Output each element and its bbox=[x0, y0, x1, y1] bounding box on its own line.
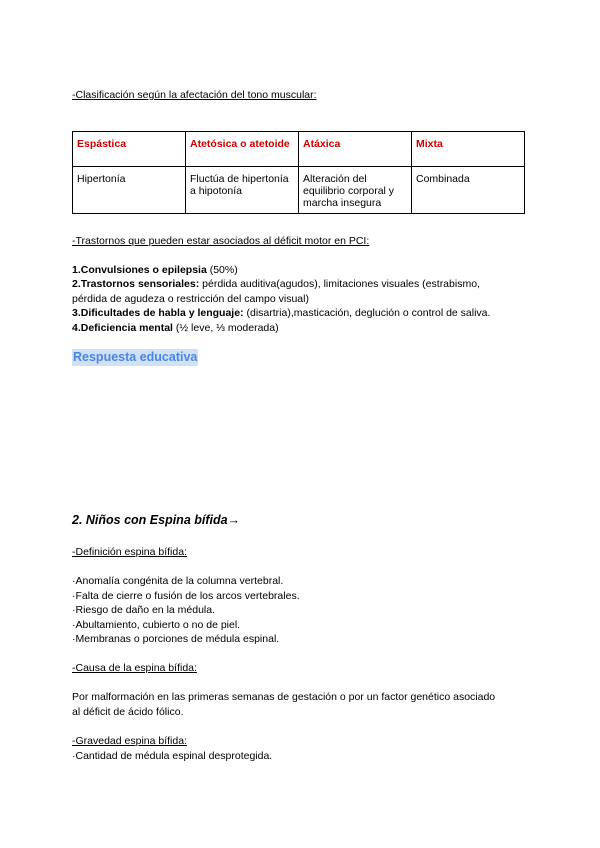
cause-heading: -Causa de la espina bífida: bbox=[72, 662, 197, 674]
table-header-cell: Mixta bbox=[412, 132, 525, 167]
table-cell: Combinada bbox=[412, 167, 525, 214]
table-header-row bbox=[73, 132, 525, 167]
table-header-cell: Atáxica bbox=[299, 132, 412, 167]
paragraph-line: Por malformación en las primeras semanas de gestación o por un factor genético asociado bbox=[72, 691, 496, 703]
disorder-text: pérdida auditiva(agudos), limitaciones visuales (estrabismo, bbox=[199, 278, 480, 290]
disorder-item bbox=[72, 306, 490, 320]
list-item: ·Falta de cierre o fusión de los arcos vertebrales. bbox=[72, 590, 300, 602]
paragraph-line: al déficit de ácido fólico. bbox=[72, 706, 184, 718]
disorder-item bbox=[72, 263, 238, 277]
disorder-item bbox=[72, 321, 279, 335]
table-cell: Alteración del equilibrio corporal y marcha insegura bbox=[299, 167, 412, 214]
disorder-text: pérdida de agudeza o restricción del campo visual) bbox=[72, 293, 309, 305]
severity-heading: -Gravedad espina bífida: bbox=[72, 735, 187, 747]
disorder-bold: 4.Deficiencia mental bbox=[72, 322, 173, 334]
section-title: 2. Niños con Espina bífida→ bbox=[72, 513, 241, 527]
disorder-bold: 3.Dificultades de habla y lenguaje: bbox=[72, 307, 244, 319]
table-cell: Hipertonía bbox=[73, 167, 186, 214]
list-item: ·Cantidad de médula espinal desprotegida. bbox=[72, 750, 273, 762]
table-header-cell: Espástica bbox=[73, 132, 186, 167]
list-item: ·Membranas o porciones de médula espinal. bbox=[72, 633, 280, 645]
definition-heading: -Definición espina bífida: bbox=[72, 546, 187, 558]
disorders-heading: -Trastornos que pueden estar asociados al déficit motor en PCI: bbox=[72, 235, 370, 247]
list-item: ·Riesgo de daño en la médula. bbox=[72, 604, 216, 616]
disorder-item bbox=[72, 277, 480, 291]
disorder-text: (½ leve, ⅓ moderada) bbox=[172, 322, 279, 334]
list-item: ·Abultamiento, cubierto o no de piel. bbox=[72, 619, 241, 631]
disorder-item bbox=[72, 292, 309, 306]
disorder-bold: 1.Convulsiones o epilepsia bbox=[72, 264, 207, 276]
table-header-cell: Atetósica o atetoide bbox=[186, 132, 299, 167]
highlighted-heading: Respuesta educativa bbox=[73, 350, 198, 364]
disorder-text: (disartria),masticación, deglución o control de saliva. bbox=[243, 307, 491, 319]
disorder-bold: 2.Trastornos sensoriales: bbox=[72, 278, 200, 290]
disorder-text: (50%) bbox=[206, 264, 238, 276]
classification-heading: -Clasificación según la afectación del tono muscular: bbox=[72, 89, 317, 101]
table-cell: Fluctúa de hipertonía a hipotonía bbox=[186, 167, 299, 214]
classification-table bbox=[72, 131, 525, 214]
table-row bbox=[73, 167, 525, 214]
list-item: ·Anomalía congénita de la columna vertebral. bbox=[72, 575, 284, 587]
